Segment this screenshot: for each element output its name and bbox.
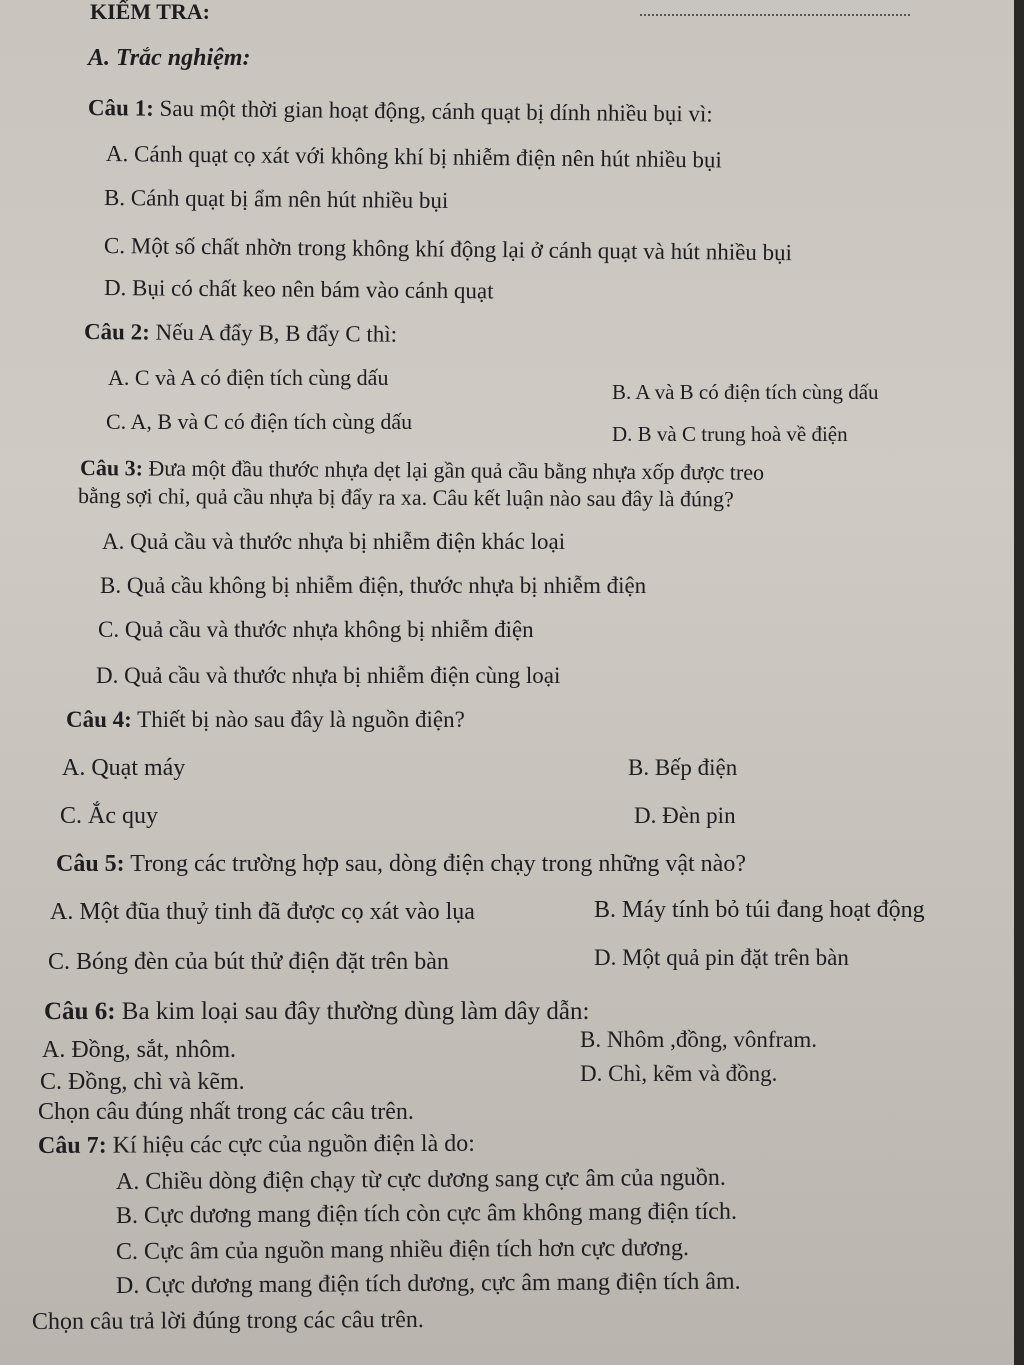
q7-option-b: B. Cực dương mang điện tích còn cực âm không mang điện tích. [115, 1198, 737, 1229]
q5-option-a: A. Một đũa thuỷ tinh đã được cọ xát vào lụa [50, 899, 475, 925]
question-label: Câu 4: [66, 707, 132, 732]
q3-option-c: C. Quả cầu và thước nhựa không bị nhiễm điện [98, 617, 534, 642]
q3-option-d: D. Quả cầu và thước nhựa bị nhiễm điện cùng loại [96, 663, 561, 688]
question-6 [44, 998, 589, 1026]
q5-option-b: B. Máy tính bỏ túi đang hoạt động [594, 897, 925, 923]
q1-option-d: D. Bụi có chất keo nên bám vào cánh quạt [103, 275, 494, 304]
q6-option-d: D. Chì, kẽm và đồng. [580, 1061, 778, 1086]
q7-option-d: D. Cực dương mang điện tích dương, cực âm mang điện tích âm. [115, 1268, 741, 1299]
question-label: Câu 1: [87, 95, 154, 121]
question-text: Kí hiệu các cực của nguồn điện là do: [112, 1130, 475, 1159]
question-text: Trong các trường hợp sau, dòng điện chạy trong những vật nào? [130, 851, 746, 877]
q4-option-c: C. Ắc quy [60, 803, 158, 829]
q5-option-c: C. Bóng đèn của bút thử điện đặt trên bàn [48, 949, 449, 975]
q2-option-c: C. A, B và C có điện tích cùng dấu [106, 409, 413, 434]
q6-instruction: Chọn câu đúng nhất trong các câu trên. [38, 1099, 414, 1125]
q6-option-a: A. Đồng, sắt, nhôm. [42, 1037, 236, 1063]
question-text: Ba kim loại sau đây thường dùng làm dây dẫn: [121, 998, 590, 1025]
dotted-line [640, 14, 910, 16]
question-1 [88, 94, 713, 129]
question-7 [38, 1130, 475, 1160]
question-label: Câu 7: [37, 1132, 107, 1159]
question-3-line-2: bằng sợi chỉ, quả cầu nhựa bị đẩy ra xa. Câu kết luận nào sau đây là đúng? [77, 483, 734, 512]
q2-option-d: D. B và C trung hoà về điện [612, 422, 848, 446]
question-4 [66, 706, 465, 734]
q3-option-b: B. Quả cầu không bị nhiễm điện, thước nhựa bị nhiễm điện [100, 573, 647, 598]
question-label: Câu 2: [83, 319, 150, 345]
question-label: Câu 3: [79, 455, 144, 481]
q6-option-b: B. Nhôm ,đồng, vônfram. [580, 1027, 818, 1052]
q7-option-a: A. Chiều dòng điện chạy từ cực dương sang cực âm của nguồn. [115, 1164, 726, 1195]
q3-option-a: A. Quả cầu và thước nhựa bị nhiễm điện khác loại [102, 529, 566, 554]
question-label: Câu 6: [44, 998, 116, 1025]
q4-option-a: A. Quạt máy [62, 755, 186, 781]
q5-option-d: D. Một quả pin đặt trên bàn [594, 945, 849, 970]
question-text-line-1: Đưa một đầu thước nhựa dẹt lại gần quả cầu bằng nhựa xốp được treo [148, 455, 765, 485]
q2-option-a: A. C và A có điện tích cùng dấu [108, 365, 389, 390]
q1-option-a: A. Cánh quạt cọ xát với không khí bị nhiễm điện nên hút nhiều bụi [105, 141, 722, 173]
q4-option-d: D. Đèn pin [634, 803, 736, 828]
q4-option-b: B. Bếp điện [628, 755, 738, 780]
question-text: Thiết bị nào sau đây là nguồn điện? [137, 707, 465, 732]
q7-option-c: C. Cực âm của nguồn mang nhiều điện tích hơn cực dương. [115, 1235, 690, 1265]
question-5 [56, 850, 746, 878]
q1-option-c: C. Một số chất nhờn trong không khí động lại ở cánh quạt và hút nhiều bụi [103, 233, 793, 266]
question-2 [84, 318, 397, 349]
exam-title: KIỂM TRA: [90, 0, 210, 24]
q7-instruction: Chọn câu trả lời đúng trong các câu trên. [31, 1306, 424, 1335]
section-heading: A. Trắc nghiệm: [88, 45, 251, 71]
page-edge-shadow [1014, 0, 1024, 1365]
q1-option-b: B. Cánh quạt bị ẩm nên hút nhiều bụi [103, 185, 449, 214]
question-label: Câu 5: [56, 851, 125, 877]
q2-option-b: B. A và B có điện tích cùng dấu [612, 380, 879, 404]
question-text: Nếu A đẩy B, B đẩy C thì: [155, 319, 398, 347]
question-text: Sau một thời gian hoạt động, cánh quạt bị dính nhiều bụi vì: [159, 95, 713, 127]
q6-option-c: C. Đồng, chì và kẽm. [40, 1069, 245, 1095]
